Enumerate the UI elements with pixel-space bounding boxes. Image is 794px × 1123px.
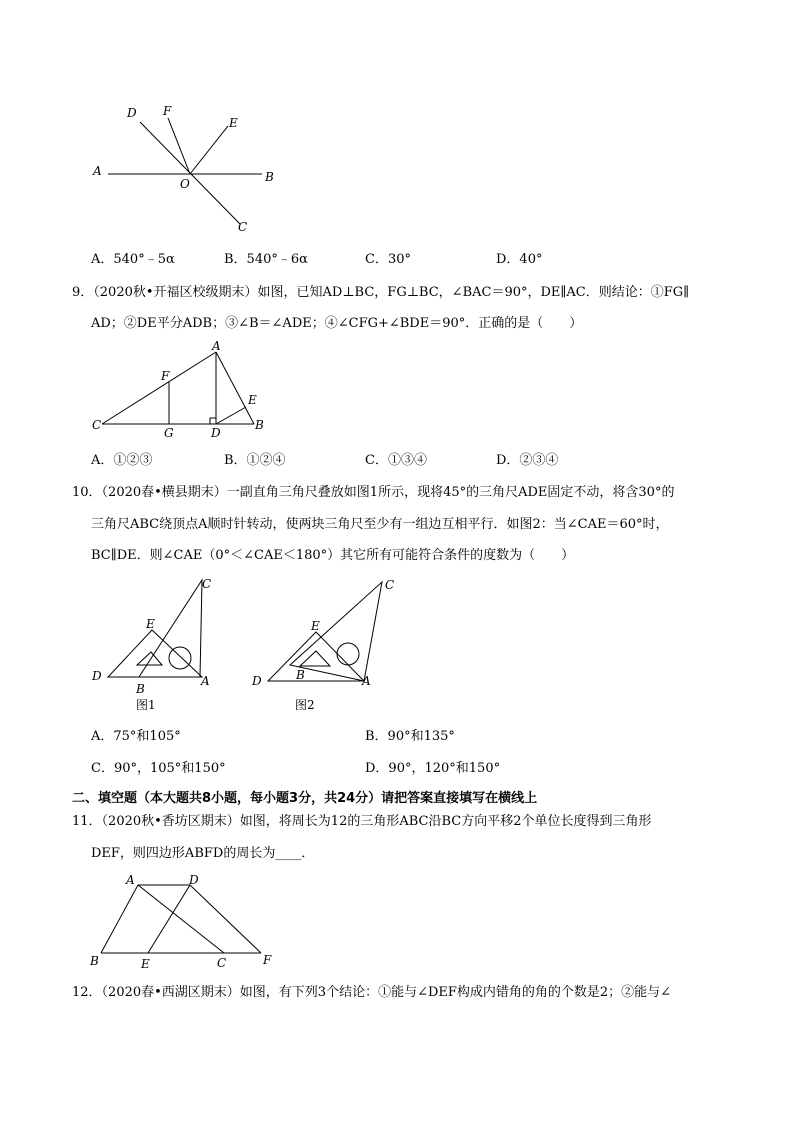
label-F: F bbox=[263, 953, 272, 967]
q8-option-c: C．30° bbox=[365, 252, 411, 267]
q10-figure-1 bbox=[88, 572, 228, 722]
q9-stem-line1: 9．（2020秋•开福区校级期末）如图，已知AD⊥BC，FG⊥BC，∠BAC＝90°，DE∥AC．则结论：①FG∥ bbox=[72, 285, 690, 300]
label-B: B bbox=[255, 418, 264, 432]
q9-stem-line2: AD；②DE平分ADB；③∠B＝∠ADE；④∠CFG+∠BDE＝90°．正确的是（ ） bbox=[91, 316, 583, 331]
label-D: D bbox=[211, 426, 221, 440]
section-2-heading: 二、填空题（本大题共8小题，每小题3分，共24分）请把答案直接填写在横线上 bbox=[72, 791, 538, 806]
q12-stem-line1: 12．（2020春•西湖区期末）如图，有下列3个结论：①能与∠DEF构成内错角的角的个数是2；②能与∠ bbox=[72, 985, 672, 1000]
label-F: F bbox=[161, 369, 170, 383]
q9-option-d: D．②③④ bbox=[496, 453, 559, 468]
q9-option-b: B．①②④ bbox=[224, 453, 286, 468]
label-D: D bbox=[189, 873, 199, 887]
label-A: A bbox=[201, 674, 210, 688]
label-D: D bbox=[252, 674, 262, 688]
figure-1-caption: 图1 bbox=[136, 698, 156, 712]
q11-stem-line1: 11．（2020秋•香坊区期末）如图，将周长为12的三角形ABC沿BC方向平移2个单位长度得到三角形 bbox=[72, 814, 652, 829]
q11-stem-line2: DEF，则四边形ABFD的周长为____． bbox=[91, 846, 315, 861]
q10-option-c: C．90°，105°和150° bbox=[91, 761, 226, 776]
q10-stem-line3: BC∥DE．则∠CAE（0°＜∠CAE＜180°）其它所有可能符合条件的度数为（ ） bbox=[91, 548, 575, 563]
q11-translation-figure bbox=[86, 868, 286, 973]
label-C: C bbox=[217, 956, 227, 970]
label-C: C bbox=[92, 418, 102, 432]
label-E: E bbox=[146, 617, 155, 631]
label-A: A bbox=[126, 873, 135, 887]
label-G: G bbox=[164, 426, 174, 440]
q8-option-a: A．540°﹣5α bbox=[91, 252, 175, 267]
q9-option-c: C．①③④ bbox=[365, 453, 427, 468]
label-D: D bbox=[92, 669, 102, 683]
q9-triangle-figure bbox=[88, 340, 278, 445]
q10-option-b: B．90°和135° bbox=[365, 729, 455, 744]
q8-angle-figure bbox=[90, 100, 290, 240]
label-D: D bbox=[127, 106, 137, 120]
label-E: E bbox=[229, 116, 238, 130]
q10-figure-2 bbox=[248, 572, 408, 722]
q8-option-b: B．540°﹣6α bbox=[224, 252, 308, 267]
label-F: F bbox=[163, 104, 172, 118]
figure-2-caption: 图2 bbox=[295, 698, 315, 712]
q10-stem-line2: 三角尺ABC绕顶点A顺时针转动，使两块三角尺至少有一组边互相平行．如图2：当∠CAE＝60°时， bbox=[91, 517, 669, 532]
label-C: C bbox=[202, 577, 212, 591]
label-A: A bbox=[212, 339, 221, 353]
label-B: B bbox=[265, 170, 274, 184]
label-C: C bbox=[385, 578, 395, 592]
q10-option-a: A．75°和105° bbox=[91, 729, 181, 744]
label-C: C bbox=[238, 220, 248, 234]
label-A: A bbox=[362, 674, 371, 688]
q8-option-d: D．40° bbox=[496, 252, 543, 267]
label-B: B bbox=[296, 668, 305, 682]
label-A: A bbox=[93, 164, 102, 178]
label-B: B bbox=[136, 682, 145, 696]
q10-stem-line1: 10．（2020春•横县期末）一副直角三角尺叠放如图1所示，现将45°的三角尺ADE固定不动，将含30°的 bbox=[72, 485, 675, 500]
label-O: O bbox=[180, 177, 190, 191]
q9-option-a: A．①②③ bbox=[91, 453, 153, 468]
label-B: B bbox=[90, 954, 99, 968]
label-E: E bbox=[248, 393, 257, 407]
label-E: E bbox=[141, 957, 150, 971]
label-E: E bbox=[311, 619, 320, 633]
q10-option-d: D．90°，120°和150° bbox=[365, 761, 501, 776]
